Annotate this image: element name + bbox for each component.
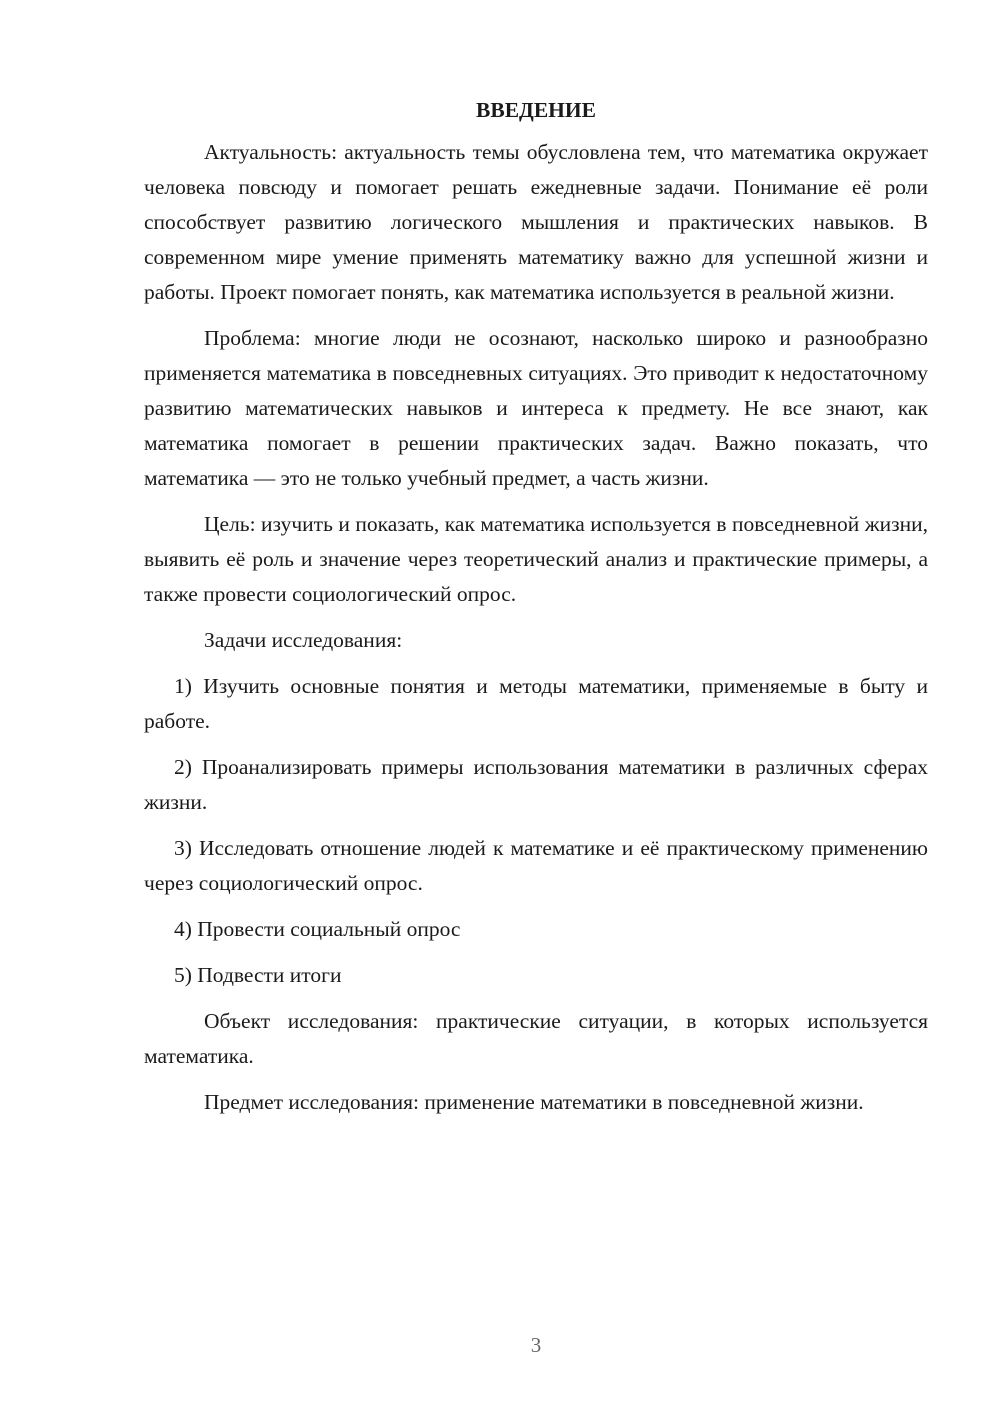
page-number: 3 bbox=[530, 1333, 542, 1357]
page-title: ВВЕДЕНИЕ bbox=[476, 98, 596, 122]
paragraph-problem: Проблема: многие люди не осознают, насколько широко и разнообразно применяется математика в повседневных ситуациях. Это приводит к недостаточному развитию математических навыков и интереса к предмету. Не все знают, как математика помогает в решении практических задач. Важно показать, что математика — это не только учебный предмет, а часть жизни. bbox=[144, 326, 928, 490]
paragraph-subject: Предмет исследования: применение математики в повседневной жизни. bbox=[204, 1090, 864, 1114]
paragraph-object: Объект исследования: практические ситуации, в которых используется математика. bbox=[144, 1009, 928, 1068]
task-item-2: 2) Проанализировать примеры использования математики в различных сферах жизни. bbox=[144, 755, 928, 814]
paragraph-relevance: Актуальность: актуальность темы обусловлена тем, что математика окружает человека повсюду и помогает решать ежедневные задачи. Понимание её роли способствует развитию логического мышления и практических навыков. В современном мире умение применять математику важно для успешной жизни и работы. Проект помогает понять, как математика используется в реальной жизни. bbox=[144, 140, 928, 304]
task-item-5: 5) Подвести итоги bbox=[174, 963, 342, 987]
tasks-heading: Задачи исследования: bbox=[204, 628, 403, 652]
page-content bbox=[144, 95, 928, 1131]
task-item-1: 1) Изучить основные понятия и методы математики, применяемые в быту и работе. bbox=[144, 674, 928, 733]
task-item-3: 3) Исследовать отношение людей к математике и её практическому применению через социологический опрос. bbox=[144, 836, 928, 895]
task-item-4: 4) Провести социальный опрос bbox=[174, 917, 461, 941]
paragraph-goal: Цель: изучить и показать, как математика используется в повседневной жизни, выявить её роль и значение через теоретический анализ и практические примеры, а также провести социологический опрос. bbox=[144, 512, 928, 606]
